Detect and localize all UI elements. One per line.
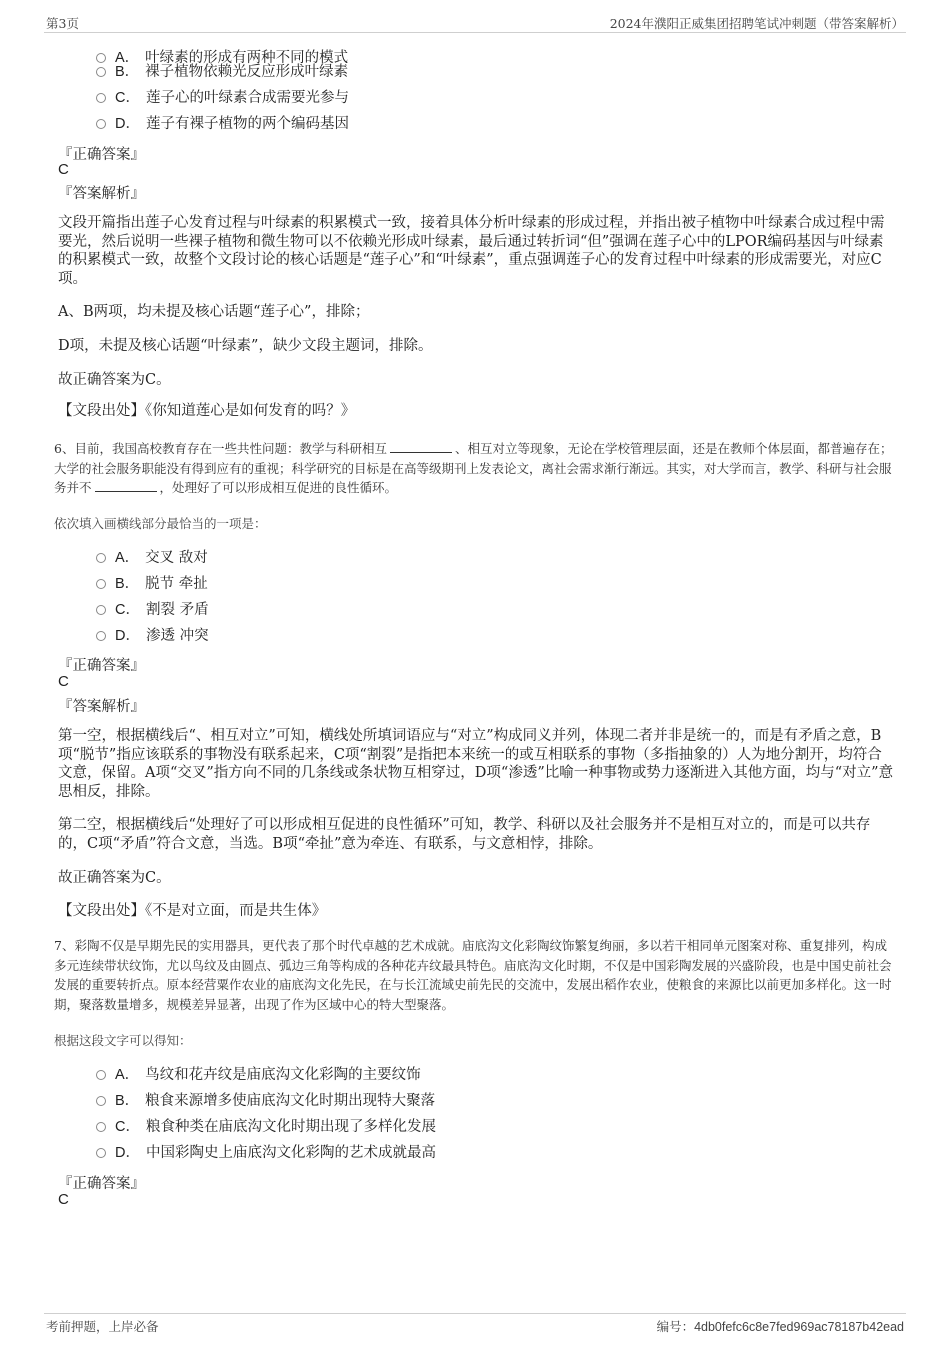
q7-option-a[interactable]: A． 鸟纹和花卉纹是庙底沟文化彩陶的主要纹饰 bbox=[96, 1066, 421, 1084]
q7-answer: C bbox=[58, 1191, 69, 1208]
radio-icon[interactable] bbox=[96, 93, 106, 103]
q5-analysis-para: A、B两项，均未提及核心话题“莲子心”，排除； bbox=[58, 304, 370, 320]
q5-option-b[interactable]: B． 裸子植物依赖光反应形成叶绿素 bbox=[96, 63, 348, 81]
fill-blank bbox=[390, 442, 452, 453]
q5-option-d[interactable]: D． 莲子有裸子植物的两个编码基因 bbox=[96, 115, 349, 133]
page-header bbox=[44, 14, 906, 33]
q6-stem: 6、目前，我国高校教育存在一些共性问题：教学与科研相互 、相互对立等现象，无论在学校管理层面，还是在教师个体层面，都普遍存在；大学的社会服务职能没有得到应有的重视；科学研究的目标是在高等级期刊上发表论文，离社会需求渐行渐远。其实，对大学而言，教学、科研与社会服务并不 ，处理好了可以形成相互促进的良性循环。 bbox=[54, 441, 893, 495]
document-code: 编号：4db0fefc6c8e7fed969ac78187b42ead bbox=[656, 1319, 904, 1334]
q7-prompt: 根据这段文字可以得知： bbox=[54, 1033, 192, 1048]
q6-option-b[interactable]: B． 脱节 牵扯 bbox=[96, 575, 208, 593]
radio-icon[interactable] bbox=[96, 553, 106, 563]
radio-icon[interactable] bbox=[96, 579, 106, 589]
q6-prompt: 依次填入画横线部分最恰当的一项是： bbox=[54, 516, 267, 531]
q5-answer: C bbox=[58, 161, 69, 178]
q6-analysis-tag: 『答案解析』 bbox=[58, 699, 145, 715]
q6-option-c[interactable]: C． 割裂 矛盾 bbox=[96, 601, 209, 619]
q6-source: 【文段出处】《不是对立面，而是共生体》 bbox=[58, 903, 327, 919]
footer-slogan: 考前押题，上岸必备 bbox=[46, 1319, 159, 1334]
radio-icon[interactable] bbox=[96, 1148, 106, 1158]
q5-option-c[interactable]: C． 莲子心的叶绿素合成需要光参与 bbox=[96, 89, 349, 107]
q6-analysis-para: 第一空，根据横线后“、相互对立”可知，横线处所填词语应与“对立”构成同义并列，体现二者并非是统一的，而是有矛盾之意，B项“脱节”指应该联系的事物没有联系起来，C项“割裂”是指把本来统一的或互相联系的事物（多指抽象的）人为地分割开，均符合文意，保留。A项“交叉”指方向不同的几条线或条状物互相穿过，D项“渗透”比喻一种事物或势力逐渐进入其他方面，均与“对立”意思相反，排除。 bbox=[58, 728, 894, 800]
q5-analysis-tag: 『答案解析』 bbox=[58, 186, 145, 202]
radio-icon[interactable] bbox=[96, 631, 106, 641]
q7-option-d[interactable]: D． 中国彩陶史上庙底沟文化彩陶的艺术成就最高 bbox=[96, 1144, 436, 1162]
radio-icon[interactable] bbox=[96, 67, 106, 77]
q5-analysis-para: D项，未提及核心话题“叶绿素”，缺少文段主题词，排除。 bbox=[58, 338, 433, 354]
q5-source: 【文段出处】《你知道莲心是如何发育的吗？》 bbox=[58, 403, 356, 419]
q5-analysis-para: 文段开篇指出莲子心发育过程与叶绿素的积累模式一致，接着具体分析叶绿素的形成过程，并指出被子植物中叶绿素合成过程中需要光，然后说明一些裸子植物和微生物可以不依赖光形成叶绿素，最后通过转折词“但”强调在莲子心中的LPOR编码基因与叶绿素的积累模式一致，故整个文段讨论的核心话题是“莲子心”和“叶绿素”，重点强调莲子心的发育过程中叶绿素的形成需要光，对应C项。 bbox=[58, 215, 885, 287]
radio-icon[interactable] bbox=[96, 605, 106, 615]
document-title: 2024年濮阳正威集团招聘笔试冲刺题（带答案解析） bbox=[609, 16, 904, 31]
q5-option-a[interactable]: A． 叶绿素的形成有两种不同的模式 bbox=[96, 49, 348, 67]
q5-analysis-para: 故正确答案为C。 bbox=[58, 372, 171, 388]
radio-icon[interactable] bbox=[96, 1096, 106, 1106]
radio-icon[interactable] bbox=[96, 1122, 106, 1132]
q5-answer-tag: 『正确答案』 bbox=[58, 147, 145, 163]
radio-icon[interactable] bbox=[96, 1070, 106, 1080]
radio-icon[interactable] bbox=[96, 119, 106, 129]
q7-answer-tag: 『正确答案』 bbox=[58, 1176, 145, 1192]
q6-option-a[interactable]: A． 交叉 敌对 bbox=[96, 549, 208, 567]
q6-answer: C bbox=[58, 673, 69, 690]
q6-option-d[interactable]: D． 渗透 冲突 bbox=[96, 627, 209, 645]
page-number: 第3页 bbox=[46, 16, 79, 31]
q6-analysis-para: 故正确答案为C。 bbox=[58, 870, 171, 886]
q7-option-c[interactable]: C． 粮食种类在庙底沟文化时期出现了多样化发展 bbox=[96, 1118, 436, 1136]
q7-option-b[interactable]: B． 粮食来源增多使庙底沟文化时期出现特大聚落 bbox=[96, 1092, 435, 1110]
q6-analysis-para: 第二空，根据横线后“处理好了可以形成相互促进的良性循环”可知，教学、科研以及社会服务并不是相互对立的，而是可以共存的，C项“矛盾”符合文意，当选。B项“牵扯”意为牵连、有联系，与文意相悖，排除。 bbox=[58, 817, 871, 852]
radio-icon[interactable] bbox=[96, 53, 106, 63]
page-footer bbox=[44, 1313, 906, 1334]
fill-blank bbox=[95, 481, 157, 492]
q7-stem: 7、彩陶不仅是早期先民的实用器具，更代表了那个时代卓越的艺术成就。庙底沟文化彩陶纹饰繁复绚丽，多以若干相同单元图案对称、重复排列，构成多元连续带状纹饰，尤以鸟纹及由圆点、弧边三角等构成的各种花卉纹最具特色。庙底沟文化时期，不仅是中国彩陶发展的兴盛阶段，也是中国史前社会发展的重要转折点。原本经营粟作农业的庙底沟文化先民，在与长江流域史前先民的交流中，发展出稻作农业，使粮食的来源比以前更加多样化。这一时期，聚落数量增多，规模差异显著，出现了作为区域中心的特大型聚落。 bbox=[54, 938, 892, 1012]
q6-answer-tag: 『正确答案』 bbox=[58, 658, 145, 674]
